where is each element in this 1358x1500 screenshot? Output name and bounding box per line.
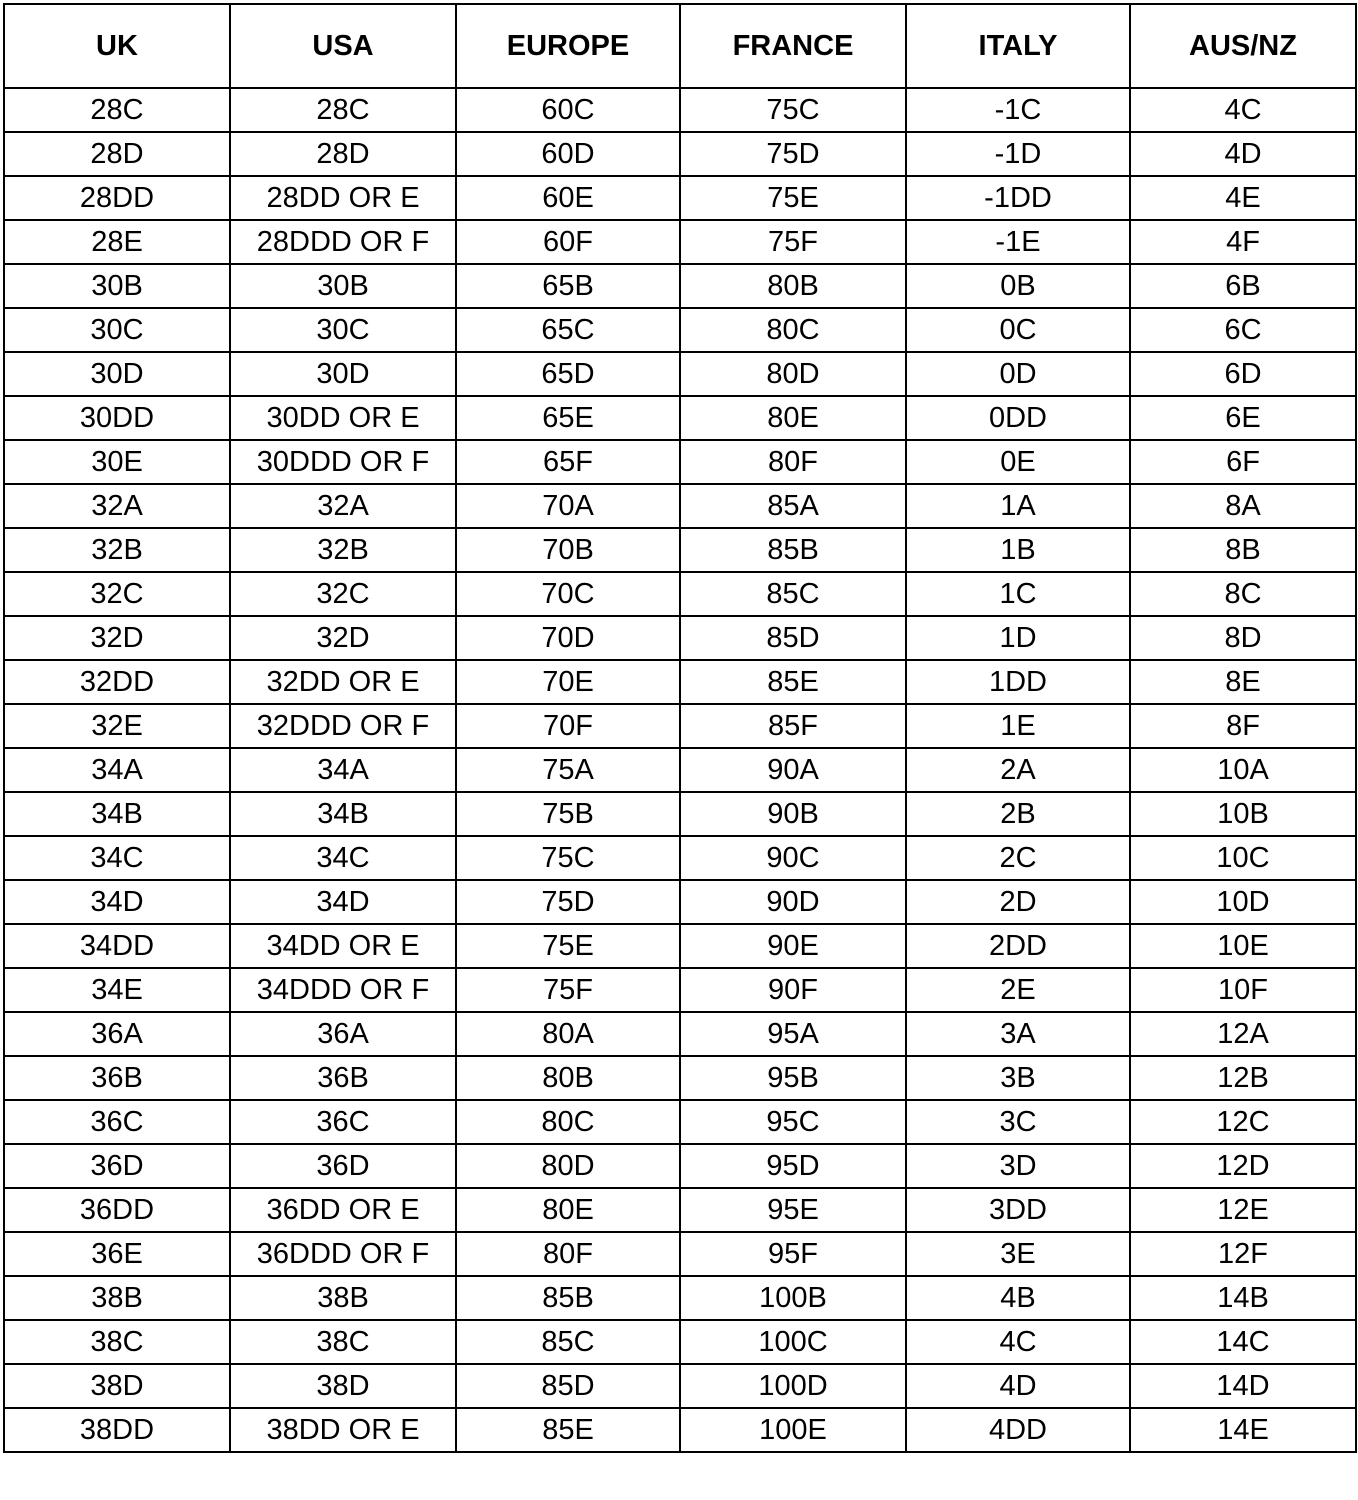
cell-aus-nz: 10F <box>1130 968 1356 1012</box>
cell-uk: 34A <box>4 748 230 792</box>
header-france: FRANCE <box>680 4 906 88</box>
cell-france: 80B <box>680 264 906 308</box>
cell-europe: 70E <box>456 660 680 704</box>
cell-italy: -1C <box>906 88 1130 132</box>
cell-aus-nz: 14C <box>1130 1320 1356 1364</box>
cell-france: 100B <box>680 1276 906 1320</box>
cell-france: 100D <box>680 1364 906 1408</box>
cell-usa: 34D <box>230 880 456 924</box>
cell-usa: 34DDD OR F <box>230 968 456 1012</box>
cell-uk: 34D <box>4 880 230 924</box>
table-row <box>4 748 1356 792</box>
cell-europe: 75A <box>456 748 680 792</box>
cell-europe: 75C <box>456 836 680 880</box>
cell-uk: 34DD <box>4 924 230 968</box>
cell-italy: 0D <box>906 352 1130 396</box>
cell-uk: 38C <box>4 1320 230 1364</box>
cell-italy: 3E <box>906 1232 1130 1276</box>
cell-aus-nz: 10B <box>1130 792 1356 836</box>
cell-usa: 32DD OR E <box>230 660 456 704</box>
cell-europe: 60C <box>456 88 680 132</box>
cell-italy: 1E <box>906 704 1130 748</box>
cell-aus-nz: 6C <box>1130 308 1356 352</box>
cell-france: 75D <box>680 132 906 176</box>
cell-italy: 4B <box>906 1276 1130 1320</box>
cell-italy: 2DD <box>906 924 1130 968</box>
cell-uk: 36B <box>4 1056 230 1100</box>
cell-uk: 30D <box>4 352 230 396</box>
header-uk: UK <box>4 4 230 88</box>
cell-uk: 36D <box>4 1144 230 1188</box>
cell-europe: 80A <box>456 1012 680 1056</box>
header-row <box>4 4 1356 88</box>
cell-italy: 2D <box>906 880 1130 924</box>
cell-usa: 30C <box>230 308 456 352</box>
table-row <box>4 1320 1356 1364</box>
cell-france: 85E <box>680 660 906 704</box>
table-row <box>4 792 1356 836</box>
cell-uk: 28C <box>4 88 230 132</box>
cell-italy: 2B <box>906 792 1130 836</box>
cell-france: 85C <box>680 572 906 616</box>
cell-usa: 36B <box>230 1056 456 1100</box>
cell-italy: 0B <box>906 264 1130 308</box>
cell-usa: 34DD OR E <box>230 924 456 968</box>
cell-france: 100C <box>680 1320 906 1364</box>
cell-usa: 34C <box>230 836 456 880</box>
cell-italy: 4C <box>906 1320 1130 1364</box>
cell-uk: 32E <box>4 704 230 748</box>
table-row <box>4 1100 1356 1144</box>
cell-uk: 30DD <box>4 396 230 440</box>
cell-aus-nz: 8E <box>1130 660 1356 704</box>
cell-europe: 80C <box>456 1100 680 1144</box>
cell-europe: 60E <box>456 176 680 220</box>
cell-aus-nz: 4C <box>1130 88 1356 132</box>
cell-france: 95B <box>680 1056 906 1100</box>
table-row <box>4 1056 1356 1100</box>
cell-europe: 80E <box>456 1188 680 1232</box>
cell-france: 90F <box>680 968 906 1012</box>
cell-italy: 4DD <box>906 1408 1130 1452</box>
cell-italy: 0C <box>906 308 1130 352</box>
cell-aus-nz: 6F <box>1130 440 1356 484</box>
cell-usa: 28DD OR E <box>230 176 456 220</box>
cell-france: 80F <box>680 440 906 484</box>
cell-aus-nz: 10E <box>1130 924 1356 968</box>
cell-europe: 80D <box>456 1144 680 1188</box>
table-row <box>4 352 1356 396</box>
cell-france: 95A <box>680 1012 906 1056</box>
cell-usa: 28C <box>230 88 456 132</box>
cell-usa: 36DD OR E <box>230 1188 456 1232</box>
cell-usa: 32A <box>230 484 456 528</box>
cell-france: 90D <box>680 880 906 924</box>
cell-uk: 32D <box>4 616 230 660</box>
cell-aus-nz: 8B <box>1130 528 1356 572</box>
cell-usa: 32D <box>230 616 456 660</box>
cell-uk: 36C <box>4 1100 230 1144</box>
cell-uk: 36E <box>4 1232 230 1276</box>
cell-uk: 28D <box>4 132 230 176</box>
cell-aus-nz: 10A <box>1130 748 1356 792</box>
cell-france: 95D <box>680 1144 906 1188</box>
cell-europe: 65B <box>456 264 680 308</box>
header-europe: EUROPE <box>456 4 680 88</box>
cell-italy: 3A <box>906 1012 1130 1056</box>
cell-aus-nz: 8A <box>1130 484 1356 528</box>
table-row <box>4 836 1356 880</box>
cell-uk: 38B <box>4 1276 230 1320</box>
cell-uk: 34B <box>4 792 230 836</box>
cell-uk: 38DD <box>4 1408 230 1452</box>
cell-italy: 3D <box>906 1144 1130 1188</box>
cell-uk: 34E <box>4 968 230 1012</box>
cell-aus-nz: 12A <box>1130 1012 1356 1056</box>
cell-usa: 32DDD OR F <box>230 704 456 748</box>
cell-usa: 38D <box>230 1364 456 1408</box>
cell-france: 90B <box>680 792 906 836</box>
cell-italy: -1D <box>906 132 1130 176</box>
cell-usa: 36C <box>230 1100 456 1144</box>
cell-aus-nz: 12D <box>1130 1144 1356 1188</box>
cell-uk: 28DD <box>4 176 230 220</box>
cell-uk: 30B <box>4 264 230 308</box>
cell-france: 85D <box>680 616 906 660</box>
cell-europe: 70C <box>456 572 680 616</box>
header-usa: USA <box>230 4 456 88</box>
cell-europe: 70F <box>456 704 680 748</box>
cell-europe: 65C <box>456 308 680 352</box>
cell-uk: 28E <box>4 220 230 264</box>
table-row <box>4 308 1356 352</box>
cell-france: 95C <box>680 1100 906 1144</box>
bra-size-conversion-table <box>3 3 1357 1453</box>
table-row <box>4 660 1356 704</box>
cell-uk: 36DD <box>4 1188 230 1232</box>
cell-europe: 60D <box>456 132 680 176</box>
cell-europe: 70B <box>456 528 680 572</box>
cell-france: 90C <box>680 836 906 880</box>
cell-aus-nz: 10C <box>1130 836 1356 880</box>
cell-europe: 70A <box>456 484 680 528</box>
cell-france: 75F <box>680 220 906 264</box>
cell-italy: 3B <box>906 1056 1130 1100</box>
table-row <box>4 1276 1356 1320</box>
table-row <box>4 132 1356 176</box>
table-row <box>4 484 1356 528</box>
cell-aus-nz: 8C <box>1130 572 1356 616</box>
cell-italy: 0DD <box>906 396 1130 440</box>
cell-italy: 4D <box>906 1364 1130 1408</box>
cell-usa: 28D <box>230 132 456 176</box>
cell-uk: 32C <box>4 572 230 616</box>
cell-france: 90E <box>680 924 906 968</box>
table-row <box>4 264 1356 308</box>
table-row <box>4 704 1356 748</box>
table-row <box>4 176 1356 220</box>
cell-europe: 75D <box>456 880 680 924</box>
cell-usa: 36A <box>230 1012 456 1056</box>
cell-france: 80D <box>680 352 906 396</box>
cell-italy: 2C <box>906 836 1130 880</box>
cell-usa: 30D <box>230 352 456 396</box>
cell-aus-nz: 4E <box>1130 176 1356 220</box>
cell-uk: 36A <box>4 1012 230 1056</box>
cell-france: 95F <box>680 1232 906 1276</box>
cell-france: 75C <box>680 88 906 132</box>
cell-italy: 1A <box>906 484 1130 528</box>
cell-france: 100E <box>680 1408 906 1452</box>
cell-aus-nz: 14B <box>1130 1276 1356 1320</box>
cell-usa: 34A <box>230 748 456 792</box>
cell-europe: 85B <box>456 1276 680 1320</box>
cell-italy: 3C <box>906 1100 1130 1144</box>
cell-italy: 3DD <box>906 1188 1130 1232</box>
table-row <box>4 968 1356 1012</box>
cell-usa: 32B <box>230 528 456 572</box>
cell-france: 90A <box>680 748 906 792</box>
cell-usa: 36DDD OR F <box>230 1232 456 1276</box>
cell-europe: 80F <box>456 1232 680 1276</box>
cell-italy: 1B <box>906 528 1130 572</box>
cell-aus-nz: 10D <box>1130 880 1356 924</box>
cell-italy: -1E <box>906 220 1130 264</box>
cell-europe: 65F <box>456 440 680 484</box>
table-row <box>4 1012 1356 1056</box>
cell-france: 80E <box>680 396 906 440</box>
table-row <box>4 1188 1356 1232</box>
header-aus-nz: AUS/NZ <box>1130 4 1356 88</box>
cell-france: 85F <box>680 704 906 748</box>
table-row <box>4 440 1356 484</box>
cell-usa: 38C <box>230 1320 456 1364</box>
cell-aus-nz: 6E <box>1130 396 1356 440</box>
cell-aus-nz: 8D <box>1130 616 1356 660</box>
cell-europe: 70D <box>456 616 680 660</box>
cell-europe: 85C <box>456 1320 680 1364</box>
cell-usa: 38DD OR E <box>230 1408 456 1452</box>
cell-europe: 85D <box>456 1364 680 1408</box>
cell-aus-nz: 4F <box>1130 220 1356 264</box>
cell-aus-nz: 12E <box>1130 1188 1356 1232</box>
cell-france: 75E <box>680 176 906 220</box>
table-row <box>4 1144 1356 1188</box>
cell-italy: 1DD <box>906 660 1130 704</box>
table-row <box>4 572 1356 616</box>
table-header <box>4 4 1356 88</box>
cell-aus-nz: 14E <box>1130 1408 1356 1452</box>
table-row <box>4 1364 1356 1408</box>
cell-uk: 38D <box>4 1364 230 1408</box>
header-italy: ITALY <box>906 4 1130 88</box>
cell-uk: 32DD <box>4 660 230 704</box>
cell-italy: 1D <box>906 616 1130 660</box>
cell-europe: 85E <box>456 1408 680 1452</box>
cell-aus-nz: 12C <box>1130 1100 1356 1144</box>
cell-aus-nz: 6D <box>1130 352 1356 396</box>
cell-uk: 34C <box>4 836 230 880</box>
table-row <box>4 528 1356 572</box>
table-row <box>4 88 1356 132</box>
cell-europe: 75E <box>456 924 680 968</box>
cell-france: 95E <box>680 1188 906 1232</box>
cell-uk: 32A <box>4 484 230 528</box>
cell-aus-nz: 12B <box>1130 1056 1356 1100</box>
cell-aus-nz: 6B <box>1130 264 1356 308</box>
cell-europe: 60F <box>456 220 680 264</box>
cell-uk: 30E <box>4 440 230 484</box>
cell-europe: 65D <box>456 352 680 396</box>
cell-usa: 28DDD OR F <box>230 220 456 264</box>
cell-france: 85A <box>680 484 906 528</box>
cell-france: 80C <box>680 308 906 352</box>
table-row <box>4 924 1356 968</box>
table-row <box>4 880 1356 924</box>
cell-italy: 2E <box>906 968 1130 1012</box>
cell-usa: 36D <box>230 1144 456 1188</box>
cell-europe: 80B <box>456 1056 680 1100</box>
table-row <box>4 1232 1356 1276</box>
cell-usa: 34B <box>230 792 456 836</box>
cell-aus-nz: 14D <box>1130 1364 1356 1408</box>
cell-europe: 65E <box>456 396 680 440</box>
table-body <box>4 88 1356 1452</box>
cell-europe: 75B <box>456 792 680 836</box>
cell-europe: 75F <box>456 968 680 1012</box>
cell-aus-nz: 4D <box>1130 132 1356 176</box>
cell-usa: 30DD OR E <box>230 396 456 440</box>
cell-usa: 30B <box>230 264 456 308</box>
cell-uk: 32B <box>4 528 230 572</box>
cell-usa: 38B <box>230 1276 456 1320</box>
cell-france: 85B <box>680 528 906 572</box>
cell-italy: -1DD <box>906 176 1130 220</box>
table-row <box>4 396 1356 440</box>
cell-usa: 30DDD OR F <box>230 440 456 484</box>
table-row <box>4 1408 1356 1452</box>
table-row <box>4 616 1356 660</box>
cell-italy: 1C <box>906 572 1130 616</box>
cell-aus-nz: 12F <box>1130 1232 1356 1276</box>
cell-usa: 32C <box>230 572 456 616</box>
cell-italy: 2A <box>906 748 1130 792</box>
cell-aus-nz: 8F <box>1130 704 1356 748</box>
cell-uk: 30C <box>4 308 230 352</box>
table-row <box>4 220 1356 264</box>
cell-italy: 0E <box>906 440 1130 484</box>
